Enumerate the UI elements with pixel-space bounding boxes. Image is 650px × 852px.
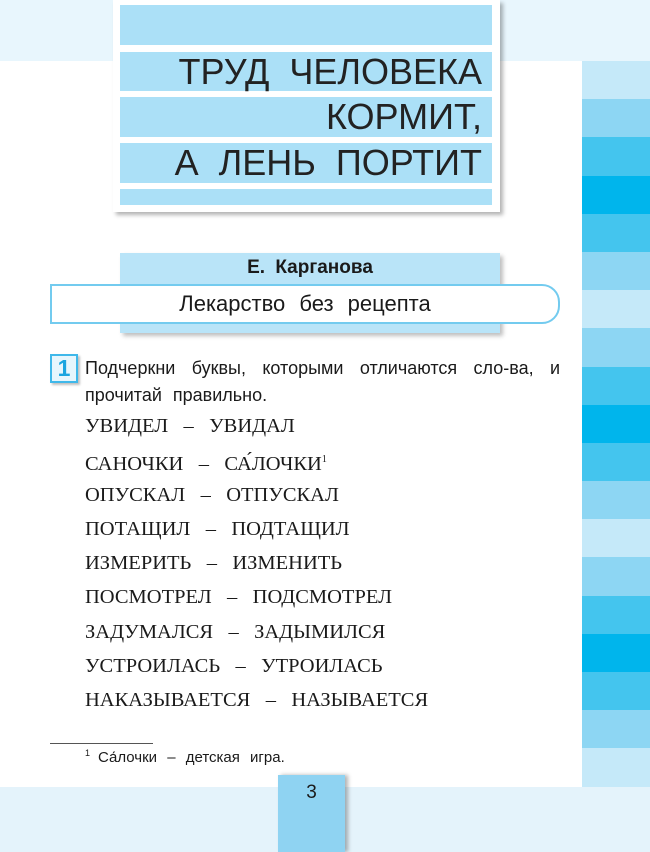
- exercise-number: 1: [50, 354, 78, 383]
- word-pair: [85, 445, 428, 479]
- word-pair: [85, 411, 428, 445]
- footnote: [85, 748, 285, 766]
- word-pair: [85, 582, 428, 616]
- stripe-segment: [582, 367, 650, 405]
- stripe-segment: [582, 252, 650, 290]
- word-left: ЗАДУМАЛСЯ: [85, 620, 214, 643]
- stripe-segment: [582, 328, 650, 366]
- footnote-mark: 1: [85, 748, 91, 758]
- stripe-segment: [582, 405, 650, 443]
- author-name: Е. Карганова: [247, 257, 373, 278]
- stripe-segment: [582, 61, 650, 99]
- stripe-segment: [582, 481, 650, 519]
- word-left: УСТРОИЛАСЬ: [85, 655, 221, 678]
- stripe-segment: [582, 519, 650, 557]
- title-stripe: [120, 189, 492, 205]
- word-right: ЗАДЫМИЛСЯ: [254, 620, 386, 643]
- dash: –: [227, 586, 238, 609]
- dash: –: [205, 517, 216, 540]
- stripe-segment: [582, 443, 650, 481]
- dash: –: [183, 415, 194, 437]
- word-left: ИЗМЕРИТЬ: [85, 552, 192, 575]
- dash: –: [200, 483, 211, 506]
- word-right: ИЗМЕНИТЬ: [232, 552, 343, 575]
- page-number: 3: [278, 775, 345, 852]
- title-stripe: [120, 5, 492, 45]
- stripe-segment: [582, 214, 650, 252]
- dash: –: [206, 552, 217, 575]
- stripe-segment: [582, 748, 650, 786]
- stripe-segment: [582, 99, 650, 137]
- word-right: УВИДАЛ: [209, 415, 295, 437]
- word-pairs-list: [85, 411, 428, 720]
- stripe-segment: [582, 137, 650, 175]
- footnote-text: Са́лочки – детская игра.: [98, 749, 285, 766]
- chapter-title-line: ТРУД ЧЕЛОВЕКА: [178, 51, 482, 92]
- word-pair: [85, 651, 428, 685]
- word-pair: [85, 548, 428, 582]
- stripe-segment: [582, 176, 650, 214]
- dash: –: [198, 453, 209, 476]
- stripe-segment: [582, 290, 650, 328]
- stripe-segment: [582, 710, 650, 748]
- dash: –: [265, 689, 276, 712]
- footnote-ref: 1: [321, 454, 327, 466]
- word-left: НАКАЗЫВАЕТСЯ: [85, 689, 251, 712]
- stripe-segment: [582, 557, 650, 595]
- word-right: ОТПУСКАЛ: [226, 483, 339, 506]
- story-title: Лекарство без рецепта: [50, 284, 560, 324]
- dash: –: [235, 655, 246, 678]
- chapter-title-box: [113, 0, 500, 212]
- word-pair: [85, 514, 428, 548]
- stripe-segment: [582, 596, 650, 634]
- word-pair: [85, 685, 428, 719]
- word-left: ОПУСКАЛ: [85, 483, 186, 506]
- stripe-segment: [582, 672, 650, 710]
- word-left: ПОСМОТРЕЛ: [85, 586, 212, 609]
- word-right: СА́ЛОЧКИ: [224, 453, 322, 476]
- footnote-divider: [50, 743, 153, 744]
- chapter-title-line: КОРМИТ,: [325, 96, 482, 137]
- word-right: НАЗЫВАЕТСЯ: [291, 689, 429, 712]
- word-left: УВИДЕЛ: [85, 415, 169, 437]
- stripe-segment: [582, 634, 650, 672]
- word-left: ПОТАЩИЛ: [85, 517, 191, 540]
- exercise-task: Подчеркни буквы, которыми отличаются сло-ва, и прочитай правильно.: [85, 358, 560, 405]
- word-pair: [85, 480, 428, 514]
- word-pair: [85, 617, 428, 651]
- dash: –: [228, 620, 239, 643]
- word-right: ПОДСМОТРЕЛ: [252, 586, 393, 609]
- word-right: УТРОИЛАСЬ: [261, 655, 383, 678]
- chapter-title-line: А ЛЕНЬ ПОРТИТ: [174, 142, 482, 183]
- word-right: ПОДТАЩИЛ: [231, 517, 350, 540]
- side-color-stripe: [582, 61, 650, 787]
- word-left: САНОЧКИ: [85, 453, 184, 476]
